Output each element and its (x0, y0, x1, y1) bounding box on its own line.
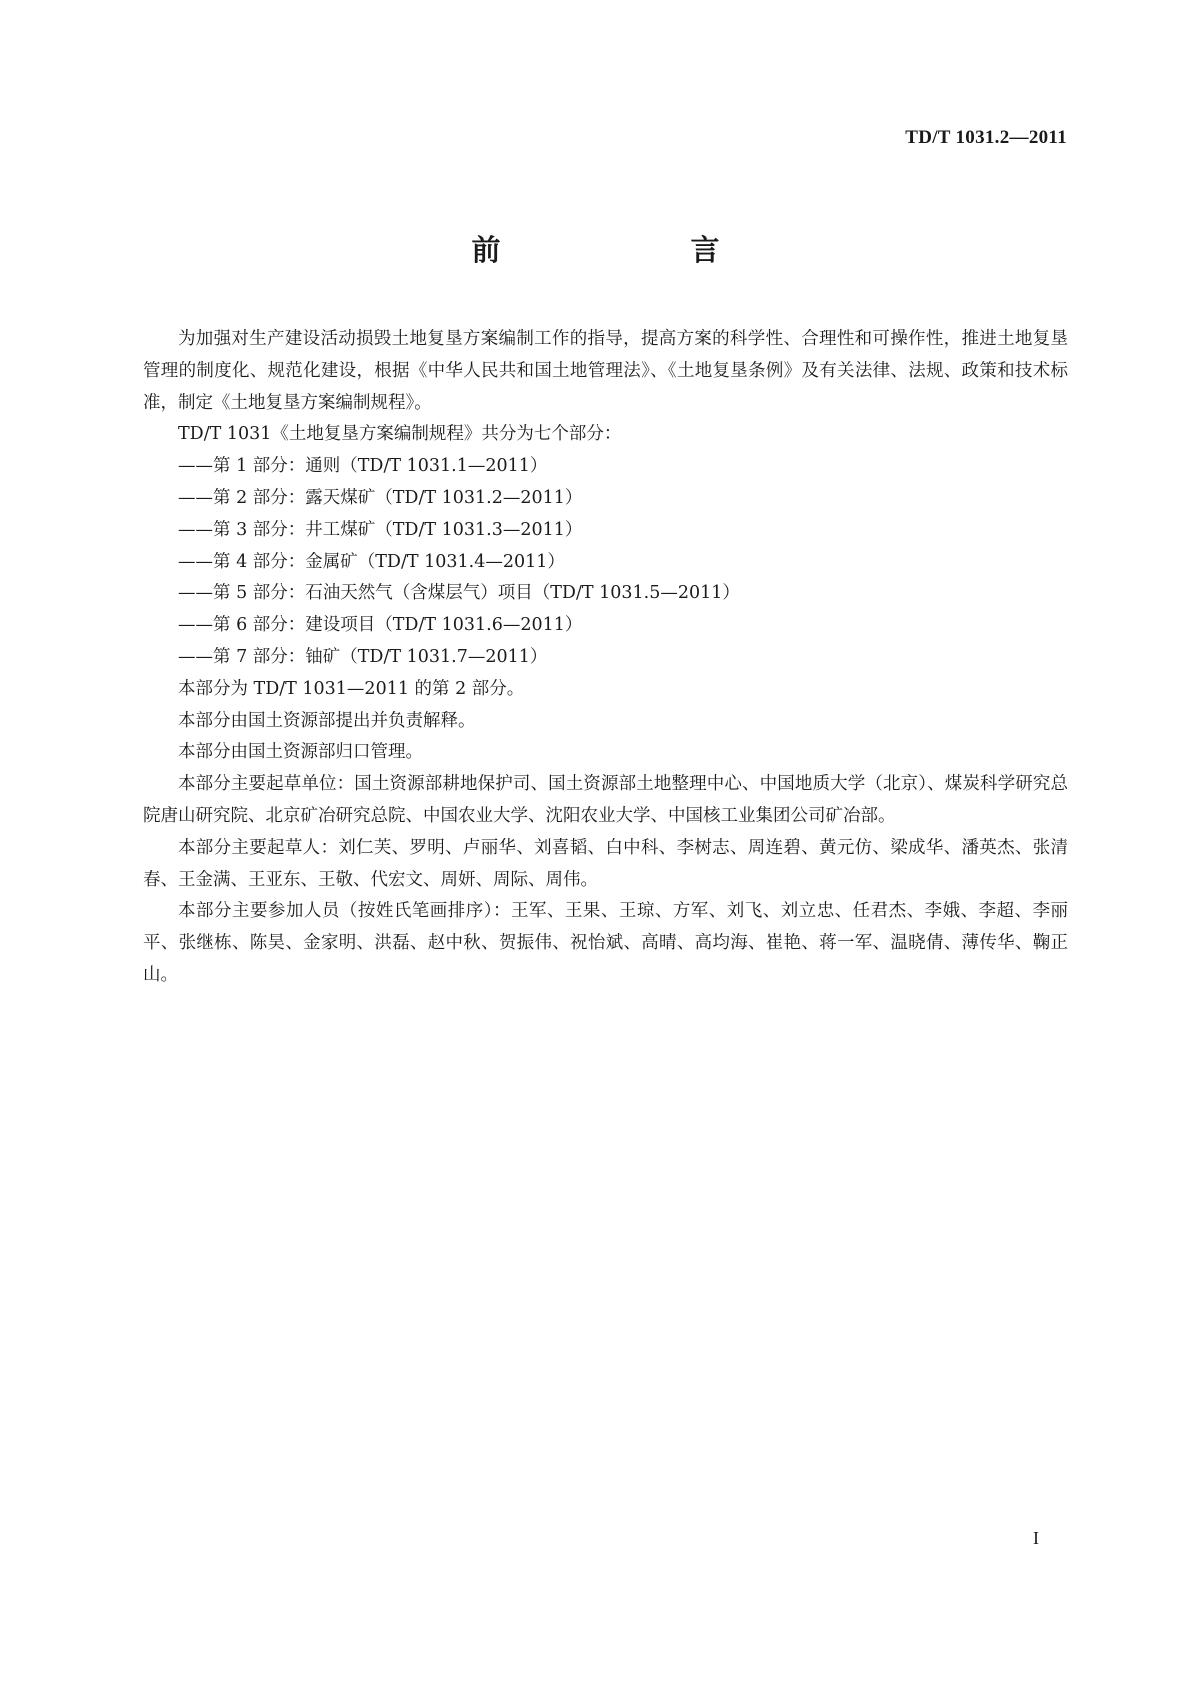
list-item-part-3: ——第 3 部分：井工煤矿（TD/T 1031.3—2011） (178, 519, 583, 540)
list-item-part-4: ——第 4 部分：金属矿（TD/T 1031.4—2011） (178, 551, 565, 572)
participants-paragraph: 本部分主要参加人员（按姓氏笔画排序）：王军、王果、王琼、方军、刘飞、刘立忠、任君杰、李娥、李超、李丽平、张继栋、陈昊、金家明、洪磊、赵中秋、贺振伟、祝怡斌、高晴、高均海、崔艳、蒋一军、温晓倩、薄传华、鞠正山。 (143, 901, 1068, 985)
list-item-part-6: ——第 6 部分：建设项目（TD/T 1031.6—2011） (178, 615, 583, 636)
foreword-body (143, 324, 1068, 992)
parts-list (143, 451, 1068, 674)
parts-intro-paragraph: TD/T 1031《土地复垦方案编制规程》共分为七个部分： (178, 424, 622, 445)
standard-code: TD/T 1031.2—2011 (905, 127, 1067, 148)
list-item-part-1: ——第 1 部分：通则（TD/T 1031.1—2011） (178, 456, 548, 477)
managed-by-paragraph: 本部分由国土资源部归口管理。 (178, 742, 423, 763)
list-item-part-7: ——第 7 部分：铀矿（TD/T 1031.7—2011） (178, 646, 548, 667)
this-part-paragraph: 本部分为 TD/T 1031—2011 的第 2 部分。 (178, 678, 525, 699)
list-item-part-5: ——第 5 部分：石油天然气（含煤层气）项目（TD/T 1031.5—2011） (178, 583, 740, 604)
list-item-part-2: ——第 2 部分：露天煤矿（TD/T 1031.2—2011） (178, 487, 583, 508)
drafters-paragraph: 本部分主要起草人：刘仁芙、罗明、卢丽华、刘喜韬、白中科、李树志、周连碧、黄元仿、梁成华、潘英杰、张清春、王金满、王亚东、王敬、代宏文、周妍、周际、周伟。 (143, 837, 1068, 890)
page-number: I (1033, 1528, 1039, 1548)
drafting-units-paragraph: 本部分主要起草单位：国土资源部耕地保护司、国土资源部土地整理中心、中国地质大学（北京）、煤炭科学研究总院唐山研究院、北京矿冶研究总院、中国农业大学、沈阳农业大学、中国核工业集团公司矿冶部。 (143, 774, 1068, 826)
page-title: 前 言 (471, 233, 764, 267)
intro-paragraph: 为加强对生产建设活动损毁土地复垦方案编制工作的指导，提高方案的科学性、合理性和可操作性，推进土地复垦管理的制度化、规范化建设，根据《中华人民共和国土地管理法》、《土地复垦条例》及有关法律、法规、政策和技术标准，制定《土地复垦方案编制规程》。 (143, 329, 1068, 413)
proposed-by-paragraph: 本部分由国土资源部提出并负责解释。 (178, 710, 476, 731)
